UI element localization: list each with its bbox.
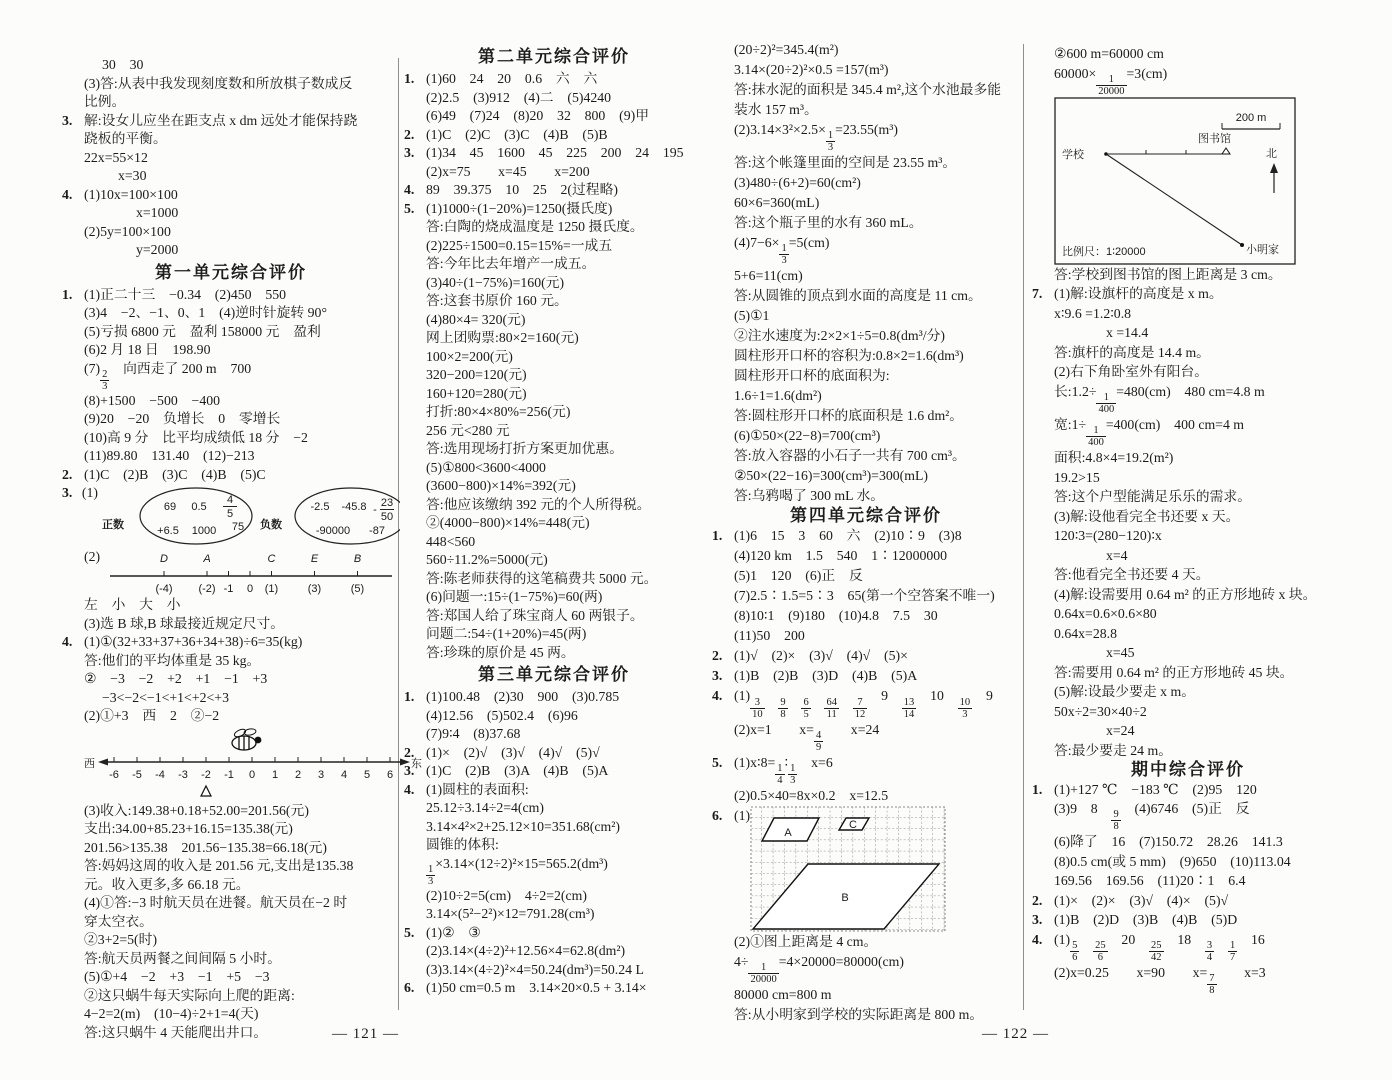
fraction: $\frac{1}{20000}$ (1098, 73, 1125, 97)
item-number: 6. (712, 808, 723, 824)
answer-line: 圆柱形开口杯的容积为:0.8×2=1.6(dm³) (734, 348, 964, 364)
answer-line: 比例。 (84, 94, 126, 109)
item-number: 3. (404, 763, 415, 778)
svg-text:-45.8: -45.8 (341, 501, 367, 514)
fraction: $\frac{3}{10}$ (752, 696, 763, 720)
answer-line: 圆锥的体积: (426, 837, 499, 852)
answer-line: (3600−800)×14%=392(元) (426, 478, 576, 493)
section-heading: 第一单元综合评价 (155, 262, 307, 282)
answer-line: 答:航天员两餐之间间隔 5 小时。 (84, 950, 281, 966)
fraction: $\frac{2}{3}$ (102, 368, 108, 392)
answer-line: 答:抹水泥的面积是 345.4 m²,这个水池最多能 (734, 82, 1002, 97)
item-number: 4. (62, 186, 73, 202)
answer-line: (2)x=0.25 x=90 x= $\frac{7}{8}$ x=3 (1054, 965, 1266, 997)
answer-line: 左 小 大 小 (84, 597, 181, 613)
section-heading: 第三单元综合评价 (478, 665, 630, 684)
answer-line: (8)+1500 −500 −400 (84, 392, 221, 408)
answer-line: 答:选用现场打折方案更加优惠。 (426, 441, 623, 456)
item-number: 3. (62, 485, 73, 501)
item-number: 2. (62, 466, 73, 482)
svg-text:西: 西 (84, 757, 95, 770)
svg-text:0: 0 (248, 768, 256, 781)
answer-line: (4)12.56 (5)502.4 (6)96 (426, 707, 578, 723)
answer-line: 答:圆柱形开口杯的底面积是 1.6 dm²。 (734, 408, 964, 424)
svg-text:负数: 负数 (260, 519, 282, 532)
answer-line: 160+120=280(元) (426, 385, 527, 401)
svg-text:200 m: 200 m (1235, 111, 1267, 124)
answer-line: 6. (1) A C B (712, 806, 1020, 932)
answer-line: 答:今年比去年增产一成五。 (426, 256, 596, 271)
answer-line: (3)答:从表中我发现刻度数和所放棋子数成反 (84, 75, 353, 91)
answer-line: 3. (1)34 45 1600 45 225 200 24 195 (404, 144, 704, 163)
answer-line: (8)0.5 cm(或 5 mm) (9)650 (10)113.04 (1054, 853, 1291, 869)
answer-line: x=1000 (136, 205, 179, 220)
answer-line: 元。收入更多,多 66.18 元。 (84, 876, 250, 892)
svg-text:0: 0 (247, 583, 254, 596)
fraction: $\frac{1}{3}$ (781, 243, 787, 267)
item-number: 5. (404, 200, 415, 216)
answer-line: 5. (1)1000÷(1−20%)=1250(摄氏度) (404, 200, 704, 219)
svg-text:-4: -4 (155, 768, 165, 781)
fraction: $\frac{1}{3}$ (428, 863, 434, 887)
fraction: $\frac{4}{9}$ (815, 729, 822, 753)
item-number: 4. (1032, 931, 1043, 947)
answer-line: 3. 解:设女儿应坐在距支点 x dm 远处才能保持跷 (62, 112, 400, 131)
fraction: $\frac{1}{3}$ (790, 762, 796, 786)
svg-text:B: B (353, 553, 362, 566)
answer-line: (4)解:设需要用 0.64 m² 的正方形地砖 x 块。 (1054, 586, 1317, 602)
answer-line: 19.2>15 (1054, 469, 1100, 485)
svg-text:(3): (3) (307, 583, 322, 596)
svg-text:A: A (203, 553, 211, 566)
svg-text:+6.5: +6.5 (157, 525, 179, 538)
answer-line: (5)亏损 6800 元 盈利 158000 元 盈利 (84, 323, 321, 339)
page-number-122: — 122 — (982, 1026, 1049, 1042)
answer-line: (2)x=1 x= $\frac{4}{9}$ x=24 (734, 721, 880, 753)
answer-line: (2)x=75 x=45 x=200 (426, 163, 590, 179)
answer-line: 22x=55×12 (84, 149, 148, 165)
answer-line: 2. (1)× (2)× (3)√ (4)× (5)√ (1032, 891, 1344, 911)
number-line-tick-labels (156, 583, 365, 595)
answer-line: (3)40÷(1−75%)=160(元) (426, 274, 565, 290)
item-number: 5. (712, 754, 723, 770)
answer-line: (4)80×4= 320(元) (426, 311, 526, 327)
answer-line: ②这只蜗牛每天实际向上爬的距离: (84, 987, 295, 1003)
fraction: $\frac{10}{3}$ (959, 696, 971, 720)
answer-line: 256 元<280 元 (426, 422, 510, 438)
answer-line: (2)3.14×3²×2.5× $\frac{1}{3}$ =23.55(m³) (734, 122, 898, 154)
answer-line: −3<−2<−1<+1<+2<+3 (102, 689, 229, 705)
bee-icon (232, 727, 261, 749)
answer-line: 答:这只蜗牛 4 天能爬出井口。 (84, 1024, 268, 1040)
answer-line: (2)①图上距离是 4 cm。 (734, 934, 878, 950)
svg-text:2: 2 (294, 768, 302, 781)
svg-text:23: 23 (380, 497, 394, 510)
answer-line: 0.64x=0.6×0.6×80 (1054, 606, 1157, 622)
answer-line: (3)解:设他看完全书还要 x 天。 (1054, 508, 1240, 524)
letter-number-line-diagram (100, 548, 400, 596)
answer-line: 448<560 (426, 533, 476, 549)
answer-line: 长:1.2÷ $\frac{1}{400}$ =480(cm) 480 cm=4.8 m (1054, 383, 1265, 415)
answer-column-2 (404, 44, 704, 998)
svg-text:(5): (5) (350, 583, 365, 596)
answer-line: $\frac{1}{3}$ ×3.14×(12÷2)²×15=565.2(dm³) (428, 855, 608, 887)
answer-line: 3.14×4²×2+25.12×10=351.68(cm²) (426, 818, 620, 834)
fraction: $\frac{1}{3}$ (827, 130, 834, 154)
answer-line: (5)①800<3600<4000 (426, 459, 546, 475)
fraction: $\frac{7}{12}$ (854, 696, 866, 720)
answer-line: 答:珍珠的原价是 45 两。 (426, 644, 575, 660)
fraction: $\frac{1}{400}$ (1098, 391, 1115, 415)
svg-text:-2: -2 (201, 768, 211, 781)
answer-line: 穿太空衣。 (84, 913, 153, 929)
answer-line: 答:从小明家到学校的实际距离是 800 m。 (734, 1007, 984, 1023)
answer-line: 6. (1)50 cm=0.5 m 3.14×20×0.5 + 3.14× (404, 979, 704, 998)
fraction: $\frac{9}{8}$ (780, 696, 786, 720)
answer-line: (3)480÷(6+2)=60(cm²) (734, 175, 861, 191)
answer-line: ② −3 −2 +2 +1 −1 +3 (84, 671, 268, 687)
answer-line: (5)①+4 −2 +3 −1 +5 −3 (84, 969, 270, 985)
answer-line: (5)解:设最少要走 x m。 (1054, 684, 1196, 700)
fraction: $\frac{9}{8}$ (1113, 809, 1119, 833)
triangle-marker (201, 786, 211, 796)
answer-line: 宽:1÷ $\frac{1}{400}$ =400(cm) 400 cm=4 m (1054, 416, 1245, 449)
grid-parallelogram-diagram (750, 806, 946, 932)
answer-line: 120∶3=(280−120)∶x (1054, 528, 1162, 544)
item-number: 6. (404, 980, 415, 996)
answer-line: 答:学校到图书馆的图上距离是 3 cm。 (1054, 266, 1282, 282)
answer-line: 1. (1)正二十三 −0.34 (2)450 550 (62, 286, 400, 305)
answer-line: 问题二:54÷(1+20%)=45(两) (426, 626, 587, 641)
fraction: $\frac{5}{6}$ (1072, 939, 1078, 963)
svg-text:-90000: -90000 (315, 525, 351, 538)
section-heading: 第四单元综合评价 (790, 506, 942, 526)
svg-text:(1): (1) (264, 583, 279, 596)
answer-line: (2)225÷1500=0.15=15%=一成五 (426, 237, 613, 253)
svg-text:学校: 学校 (1062, 148, 1084, 161)
answer-line: 560÷11.2%=5000(元) (426, 552, 548, 567)
answer-line: (2)10÷2=5(cm) 4÷2=2(cm) (426, 887, 587, 903)
answer-column-4 (1032, 44, 1344, 996)
svg-text:(-4): (-4) (155, 583, 173, 596)
answer-line: x=45 (1106, 645, 1135, 661)
svg-text:-6: -6 (109, 768, 119, 781)
answer-line: 1. (1)6 15 3 60 六 (2)10∶9 (3)8 (712, 526, 1020, 546)
answer-line: 答:他应该缴纳 392 元的个人所得税。 (426, 496, 651, 512)
svg-text:B: B (841, 892, 849, 905)
answer-line: 圆柱形开口杯的底面积为: (734, 368, 890, 384)
item-number: 1. (404, 71, 415, 86)
svg-text:D: D (160, 553, 169, 566)
answer-line: 2. (1)× (2)√ (3)√ (4)√ (5)√ (404, 744, 704, 763)
answer-line: (11)50 200 (734, 628, 805, 644)
answer-line: (3)9 8 $\frac{9}{8}$ (4)6746 (5)正 反 (1054, 801, 1250, 833)
answer-line: (7) $\frac{2}{3}$ 向西走了 200 m 700 (84, 360, 252, 392)
answer-line: 30 30 (102, 57, 144, 72)
item-number: 1. (712, 528, 723, 544)
answer-line: 3.14×(20÷2)²×0.5 =157(m³) (734, 62, 889, 77)
answer-line: ②3+2=5(时) (84, 932, 158, 948)
bee-number-line-diagram (84, 726, 424, 802)
svg-text:5: 5 (226, 508, 234, 521)
answer-line: (11)89.80 131.40 (12)−213 (84, 448, 255, 464)
section-heading: 期中综合评价 (1131, 760, 1245, 780)
answer-line: 面积:4.8×4=19.2(m²) (1054, 450, 1174, 466)
answer-line: 5+6=11(cm) (734, 268, 803, 284)
answer-line: 打折:80×4×80%=256(元) (426, 404, 571, 419)
fraction: $\frac{3}{4}$ (1206, 939, 1213, 963)
svg-text:5: 5 (363, 768, 371, 781)
answer-line: ②50×(22−16)=300(cm³)=300(mL) (734, 468, 928, 484)
item-number: 4. (404, 182, 415, 197)
item-number: 7. (1032, 286, 1043, 302)
answer-line: (6)49 (7)24 (8)20 32 800 (9)甲 (426, 108, 650, 123)
answer-line: 50x÷2=30×40÷2 (1054, 703, 1147, 719)
svg-text:小明家: 小明家 (1246, 243, 1279, 256)
answer-line: ②600 m=60000 cm (1054, 46, 1164, 61)
answer-line: 60×6=360(mL) (734, 195, 820, 211)
answer-line: 4÷ $\frac{1}{20000}$ =4×20000=80000(cm) (734, 954, 905, 986)
answer-line: (2)2.5 (3)912 (4)二 (5)4240 (426, 89, 612, 105)
answer-line: 201.56>135.38 201.56−135.38=66.18(元) (84, 839, 327, 855)
answer-line (1032, 97, 1344, 265)
svg-text:A: A (784, 827, 792, 840)
answer-line: 答:他们的平均体重是 35 kg。 (84, 652, 261, 668)
svg-text:4: 4 (340, 768, 348, 781)
answer-line: 3.14×(5²−2²)×12=791.28(cm³) (426, 906, 595, 922)
item-number: 3. (712, 668, 723, 684)
item-number: 3. (404, 145, 415, 160)
item-number: 3. (62, 112, 73, 128)
svg-text:-5: -5 (132, 768, 142, 781)
answer-line: 答:陈老师获得的这笔稿费共 5000 元。 (426, 570, 658, 586)
answer-line: (4)①答:−3 时航天员在进餐。航天员在−2 时 (84, 895, 348, 911)
answer-line (62, 726, 422, 802)
fraction: $\frac{7}{8}$ (1209, 973, 1215, 997)
answer-column-1 (62, 56, 422, 1042)
answer-line: (10)高 9 分 比平均成绩低 18 分 −2 (84, 429, 308, 445)
answer-line: 3. (1)C (2)B (3)A (4)B (5)A (404, 762, 704, 781)
item-number: 5. (404, 924, 415, 940)
svg-text:75: 75 (231, 521, 245, 534)
item-number: 2. (1032, 892, 1043, 908)
svg-text:-1: -1 (224, 768, 234, 781)
fraction: $\frac{64}{11}$ (826, 696, 837, 720)
answer-line: 4. 89 39.375 10 25 2(过程略) (404, 181, 704, 200)
answer-line: 2. (1)√ (2)× (3)√ (4)√ (5)× (712, 646, 1020, 666)
answer-line: 0.64x=28.8 (1054, 625, 1117, 641)
positive-negative-ovals-diagram (98, 484, 400, 548)
answer-line: (3)4 −2、−1、0、1 (4)逆时针旋转 90° (84, 305, 327, 320)
answer-line: 答:这个瓶子里的水有 360 mL。 (734, 215, 923, 231)
answer-line: 100×2=200(元) (426, 348, 513, 364)
bee-line-tick-labels (109, 769, 393, 781)
answer-line: 60000× $\frac{1}{20000}$ =3(cm) (1054, 65, 1168, 97)
answer-line: 跷板的平衡。 (84, 131, 167, 146)
svg-text:北: 北 (1266, 147, 1277, 160)
answer-line: 4. (1)圆柱的表面积: (404, 781, 704, 800)
svg-text:C: C (849, 819, 858, 832)
answer-line: (4)7−6× $\frac{1}{3}$ =5(cm) (734, 235, 830, 267)
svg-text:69: 69 (163, 501, 177, 514)
answer-line: (5)①1 (734, 308, 770, 324)
answer-line: 169.56 169.56 (11)20∶1 6.4 (1054, 873, 1246, 889)
answer-line: 4−2=2(m) (10−4)÷2+1=4(天) (84, 1006, 259, 1022)
answer-line: (7)2.5∶1.5=5∶3 65(第一个空答案不唯一) (734, 588, 995, 604)
answer-line: (2)①+3 西 2 ②−2 (84, 708, 220, 724)
answer-line: (6)问题一:15÷(1−75%)=60(两) (426, 589, 603, 604)
svg-text:50: 50 (380, 511, 394, 524)
answer-line: (4)120 km 1.5 540 1∶12000000 (734, 548, 948, 564)
answer-line: 答:从圆锥的顶点到水面的高度是 11 cm。 (734, 288, 982, 304)
answer-line: (2)3.14×(4÷2)²+12.56×4=62.8(dm²) (426, 943, 626, 959)
svg-text:6: 6 (386, 768, 394, 781)
answer-line: 1. (1)60 24 20 0.6 六 六 (404, 70, 704, 89)
answer-line: 答:白陶的烧成温度是 1250 摄氏度。 (426, 219, 644, 234)
item-number: 4. (712, 688, 723, 704)
fraction: $\frac{1}{7}$ (1229, 939, 1236, 963)
answer-line: (2) D A C E B (-4) (-2) -1 0 (1) (3) (5) (62, 548, 400, 596)
item-number: 2. (712, 648, 723, 664)
section-heading: 第二单元综合评价 (478, 47, 630, 66)
svg-text:比例尺：1∶20000: 比例尺：1∶20000 (1062, 245, 1146, 258)
answer-line: (3)选 B 球,B 球最接近规定尺寸。 (84, 615, 285, 631)
answer-line: 5. (1)x∶8= $\frac{1}{4}$ ∶ $\frac{1}{3}$ x=6 (712, 754, 833, 786)
answer-line: 4. (1) $\frac{5}{6}$ $\frac{25}{6}$ 20 $\frac{25}{42}$ 18 $\frac{3}{4}$ $\frac{1}{7}$ 16 (1032, 931, 1265, 963)
answer-line: 3. (1)B (2)B (3)D (4)B (5)A (712, 666, 1020, 686)
svg-text:正数: 正数 (102, 519, 124, 532)
answer-line: 3. (1)B (2)D (3)B (4)B (5)D (1032, 910, 1344, 930)
svg-text:1: 1 (271, 768, 279, 781)
svg-text:3: 3 (317, 768, 325, 781)
answer-line: 7. (1)解:设旗杆的高度是 x m。 (1032, 284, 1344, 304)
answer-line: 答:旗杆的高度是 14.4 m。 (1054, 344, 1210, 360)
answer-line: 4. (1)①(32+33+37+36+34+38)÷6=35(kg) (62, 633, 400, 652)
answer-line: (5)1 120 (6)正 反 (734, 568, 863, 584)
answer-line: 支出:34.00+85.23+16.15=135.38(元) (84, 821, 293, 837)
fraction: $\frac{6}{5}$ (803, 696, 809, 720)
answer-line: 答:这个户型能满足乐乐的需求。 (1054, 489, 1251, 505)
svg-text:-2.5: -2.5 (310, 501, 330, 514)
svg-text:0.5: 0.5 (191, 501, 207, 514)
answer-line: 装水 157 m³。 (734, 102, 818, 117)
answer-line: 答:放入容器的小石子一共有 700 cm³。 (734, 448, 966, 464)
answer-line: 2. (1)C (2)C (3)C (4)B (5)B (404, 126, 704, 145)
svg-text:-3: -3 (178, 768, 188, 781)
answer-line: 答:他看完全书还要 4 天。 (1054, 567, 1210, 583)
answer-line: (3)3.14×(4÷2)²×4=50.24(dm³)=50.24 L (426, 961, 644, 977)
item-number: 1. (404, 689, 415, 704)
answer-line: x=30 (118, 168, 147, 183)
answer-line: (20÷2)²=345.4(m²) (734, 42, 839, 57)
svg-text:图书馆: 图书馆 (1198, 132, 1231, 145)
item-number: 1. (62, 286, 73, 302)
answer-line: 答:需要用 0.64 m² 的正方形地砖 45 块。 (1054, 664, 1294, 680)
svg-text:东: 东 (411, 757, 422, 770)
fraction: $\frac{25}{42}$ (1151, 939, 1162, 963)
answer-line: 答:郑国人给了珠宝商人 60 两银子。 (426, 607, 644, 623)
number-line-letters (160, 553, 361, 565)
answer-line: (6)2 月 18 日 198.90 (84, 342, 211, 357)
answer-line: 答:这套书原价 160 元。 (426, 293, 568, 308)
item-number: 2. (404, 744, 415, 760)
answer-line: (9)20 −20 负增长 0 零增长 (84, 411, 281, 427)
item-number: 4. (62, 634, 73, 650)
answer-line: (2)5y=100×100 (84, 223, 171, 239)
answer-line: ②(4000−800)×14%=448(元) (426, 515, 590, 530)
library-marker (1222, 148, 1230, 154)
answer-line: (6)①50×(22−8)=700(cm³) (734, 428, 881, 444)
answer-line: 4. (1)10x=100×100 (62, 186, 400, 205)
answer-line: 1. (1)100.48 (2)30 900 (3)0.785 (404, 688, 704, 707)
answer-line: 答:乌鸦喝了 300 mL 水。 (734, 488, 885, 504)
fraction: $\frac{1}{20000}$ (750, 962, 777, 986)
answer-line: 5. (1)② ③ (404, 924, 704, 943)
fraction: $\frac{1}{400}$ (1088, 425, 1104, 449)
item-number: 4. (404, 781, 415, 797)
column-separator (1023, 44, 1024, 1010)
answer-line: x∶9.6 =1.2∶0.8 (1054, 305, 1132, 321)
answer-line: 2. (1)C (2)B (3)C (4)B (5)C (62, 466, 400, 485)
answer-line: x=24 (1106, 723, 1135, 739)
svg-text:1000: 1000 (191, 525, 217, 538)
answer-line: 网上团购票:80×2=160(元) (426, 330, 579, 345)
answer-line: x =14.4 (1106, 325, 1149, 341)
scale-map-diagram (1054, 97, 1296, 265)
svg-text:(-2): (-2) (198, 583, 216, 596)
svg-text:E: E (310, 553, 319, 566)
answer-line: 25.12÷3.14÷2=4(cm) (426, 800, 544, 815)
answer-line: 答:这个帐篷里面的空间是 23.55 m³。 (734, 155, 957, 171)
answer-line: 答:最少要走 24 m。 (1054, 742, 1173, 758)
answer-column-3 (712, 40, 1020, 1025)
answer-line: (2)右下角卧室外有阳台。 (1054, 364, 1209, 380)
svg-text:-1: -1 (223, 583, 234, 596)
answer-line: (7)9∶4 (8)37.68 (426, 726, 521, 741)
svg-text:-87: -87 (369, 525, 385, 538)
fraction: $\frac{25}{6}$ (1095, 939, 1106, 963)
svg-text:C: C (267, 553, 276, 566)
fraction: $\frac{13}{14}$ (903, 696, 915, 720)
page-number-121: — 121 — (332, 1026, 399, 1042)
answer-line: 答:妈妈这周的收入是 201.56 元,支出是135.38 (84, 858, 354, 874)
answer-line: (6)降了 16 (7)150.72 28.26 141.3 (1054, 834, 1283, 850)
fraction: $\frac{1}{4}$ (777, 762, 783, 786)
svg-text:-: - (373, 504, 377, 517)
item-number: 2. (404, 126, 415, 142)
answer-line: 3. (1) 正数 69 0.5 4 5 +6.5 1000 75 负数 -2.5 -45.8 - 23 50 -90000 -87 (62, 484, 400, 548)
answer-line: 1.6÷1=1.6(dm²) (734, 388, 822, 404)
item-number: 3. (1032, 912, 1043, 928)
answer-line: ②注水速度为:2×2×1÷5=0.8(dm³/分) (734, 328, 945, 344)
answer-line: (2)0.5×40=8x×0.2 x=12.5 (734, 788, 889, 804)
answer-line: y=2000 (136, 242, 179, 257)
svg-text:4: 4 (226, 494, 234, 507)
answer-line: x=4 (1106, 547, 1128, 563)
item-number: 1. (1032, 781, 1043, 797)
answer-line: 1. (1)+127 ℃ −183 ℃ (2)95 120 (1032, 780, 1344, 800)
answer-line: 80000 cm=800 m (734, 987, 832, 1003)
answer-line: (3)收入:149.38+0.18+52.00=201.56(元) (84, 802, 309, 818)
answer-line: 320−200=120(元) (426, 367, 527, 382)
answer-line: 4. (1) $\frac{3}{10}$ $\frac{9}{8}$ $\frac{6}{5}$ $\frac{64}{11}$ $\frac{7}{12}$ 9 $\frac{13}{14}$ 10 $\frac{10}{3}$ 9 (712, 688, 993, 720)
answer-line: (8)10∶1 (9)180 (10)4.8 7.5 30 (734, 608, 938, 624)
